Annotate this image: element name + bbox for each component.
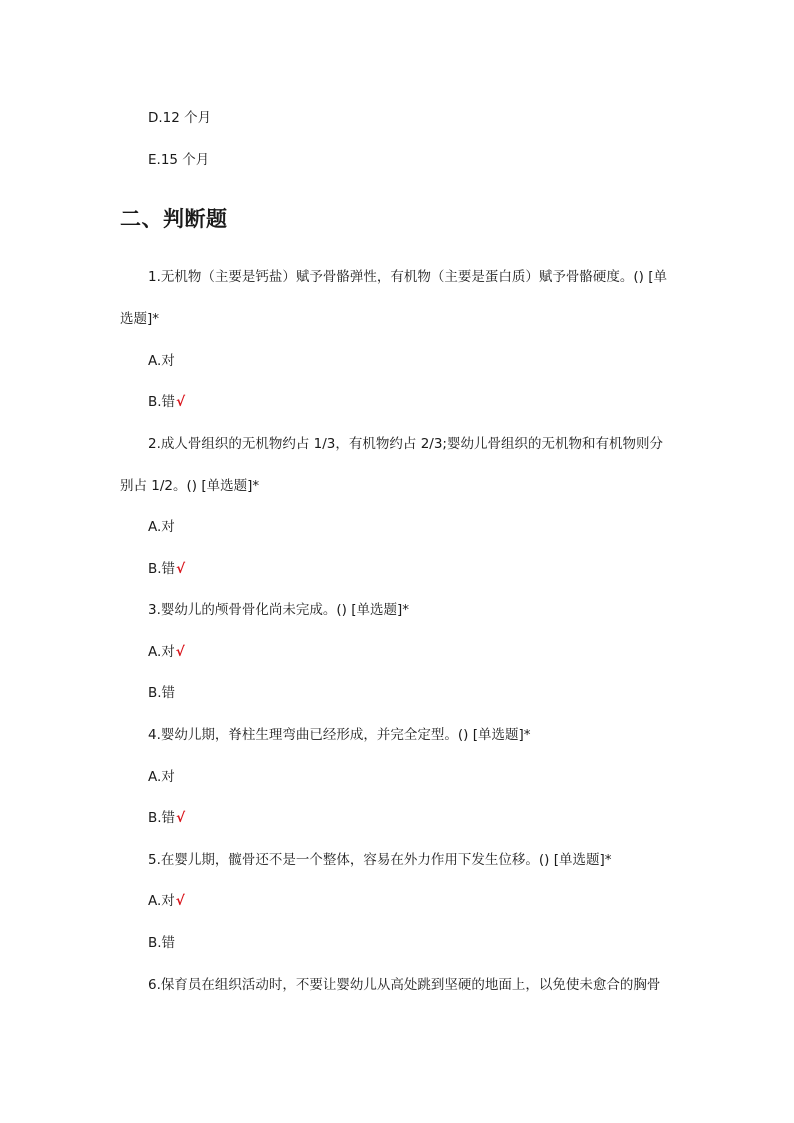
- question-1-option-a[interactable]: [148, 352, 175, 370]
- option-label: B.错: [148, 561, 176, 577]
- option-label: A.对: [148, 893, 175, 909]
- correct-check-icon: √: [175, 893, 185, 909]
- option-label: A.对: [148, 644, 175, 660]
- question-2-text: 2.成人骨组织的无机物约占 1/3，有机物约占 2/3;婴幼儿骨组织的无机物和有机物则分: [148, 436, 663, 452]
- option-label: A.对: [148, 769, 175, 785]
- question-4-text: 4.婴幼儿期，脊柱生理弯曲已经形成，并完全定型。() [单选题]*: [148, 727, 531, 743]
- option-label: B.错: [148, 810, 176, 826]
- question-2-option-b[interactable]: [148, 560, 185, 578]
- option-label: B.错: [148, 685, 176, 701]
- question-4-option-b[interactable]: [148, 809, 185, 827]
- question-6-text: 6.保育员在组织活动时，不要让婴幼儿从高处跳到坚硬的地面上，以免使未愈合的胸骨: [148, 977, 661, 993]
- question-3-option-a[interactable]: [148, 643, 185, 661]
- question-2-option-a[interactable]: [148, 518, 175, 536]
- correct-check-icon: √: [176, 561, 186, 577]
- question-4-option-a[interactable]: [148, 768, 175, 786]
- option-label: B.错: [148, 935, 176, 951]
- correct-check-icon: √: [175, 644, 185, 660]
- option-label: A.对: [148, 519, 175, 535]
- question-3-text: 3.婴幼儿的颅骨骨化尚未完成。() [单选题]*: [148, 602, 409, 618]
- option-label: B.错: [148, 394, 176, 410]
- option-d[interactable]: D.12 个月: [148, 110, 212, 126]
- question-3-option-b[interactable]: [148, 684, 175, 702]
- question-1-text: 1.无机物（主要是钙盐）赋予骨骼弹性，有机物（主要是蛋白质）赋予骨骼硬度。() [单: [148, 269, 667, 285]
- option-label: A.对: [148, 353, 175, 369]
- question-1-text-continued: 选题]*: [120, 311, 160, 327]
- question-5-option-a[interactable]: [148, 892, 185, 910]
- correct-check-icon: √: [176, 810, 186, 826]
- option-e[interactable]: E.15 个月: [148, 152, 210, 168]
- question-5-option-b[interactable]: [148, 934, 175, 952]
- section-title: 二、判断题: [120, 207, 228, 231]
- question-1-option-b[interactable]: [148, 393, 185, 411]
- question-5-text: 5.在婴儿期，髋骨还不是一个整体，容易在外力作用下发生位移。() [单选题]*: [148, 852, 612, 868]
- correct-check-icon: √: [176, 394, 186, 410]
- question-2-text-continued: 别占 1/2。() [单选题]*: [120, 478, 260, 494]
